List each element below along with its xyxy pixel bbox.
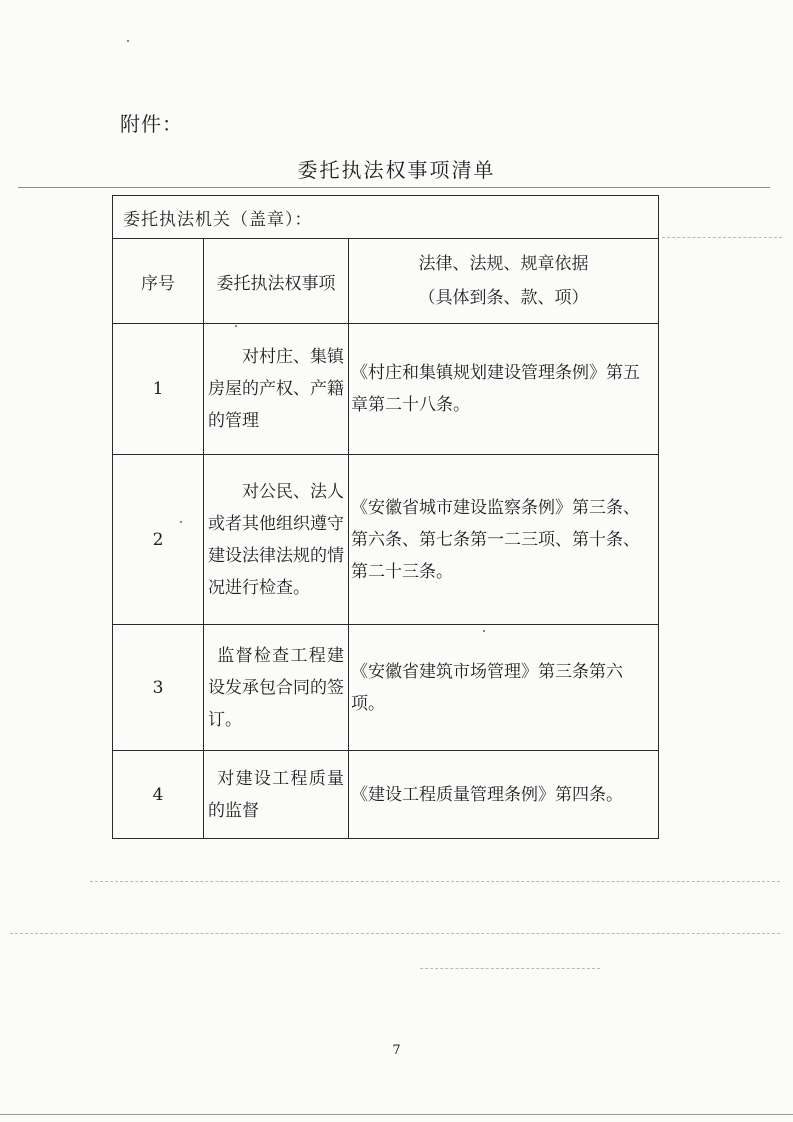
document-title: 委托执法权事项清单 xyxy=(297,158,496,182)
row-number: 4 xyxy=(113,751,204,839)
page-number: 7 xyxy=(392,1043,401,1058)
header-num: 序号 xyxy=(113,239,204,324)
row-basis: 《安徽省城市建设监察条例》第三条、第六条、第七条第一二三项、第十条、第二十三条。 xyxy=(349,455,659,625)
row-number: 3 xyxy=(113,625,204,751)
org-label: 委托执法机关（盖章）： xyxy=(113,196,659,239)
row-item xyxy=(204,455,349,625)
row-item xyxy=(204,751,349,839)
table-row xyxy=(113,324,659,455)
row-number: 1 xyxy=(113,324,204,455)
row-basis: 《安徽省建筑市场管理》第三条第六项。 xyxy=(349,625,659,751)
scan-rule-lower-2 xyxy=(10,933,780,935)
delegation-table xyxy=(112,195,659,839)
table-row xyxy=(113,455,659,625)
row-basis: 《建设工程质量管理条例》第四条。 xyxy=(349,751,659,839)
row-item-text: 对村庄、集镇房屋的产权、产籍的管理 xyxy=(208,347,344,431)
row-number: 2 xyxy=(113,455,204,625)
org-row xyxy=(113,196,659,239)
table-row xyxy=(113,625,659,751)
row-item-text: 对公民、法人或者其他组织遵守建设法律法规的情况进行检查。 xyxy=(208,481,344,598)
attachment-label: 附件： xyxy=(120,112,183,136)
scan-rule-side xyxy=(662,237,782,239)
scan-rule-top xyxy=(18,187,770,188)
header-item: 委托执法权事项 xyxy=(204,239,349,324)
scan-speck xyxy=(127,40,129,42)
row-item-text: 对建设工程质量的监督 xyxy=(208,768,344,821)
scan-rule-lower-3 xyxy=(420,968,600,970)
row-item xyxy=(204,324,349,455)
scan-rule-lower xyxy=(90,881,780,883)
header-basis-line1: 法律、法规、规章依据 xyxy=(418,254,589,274)
header-basis xyxy=(349,239,659,324)
row-basis: 《村庄和集镇规划建设管理条例》第五章第二十八条。 xyxy=(349,324,659,455)
row-item-text: 监督检查工程建设发承包合同的签订。 xyxy=(208,645,344,730)
scan-rule-bottom xyxy=(0,1114,793,1115)
header-basis-line2: （具体到条、款、项） xyxy=(418,288,589,308)
header-row xyxy=(113,239,659,324)
row-item xyxy=(204,625,349,751)
table-row xyxy=(113,751,659,839)
